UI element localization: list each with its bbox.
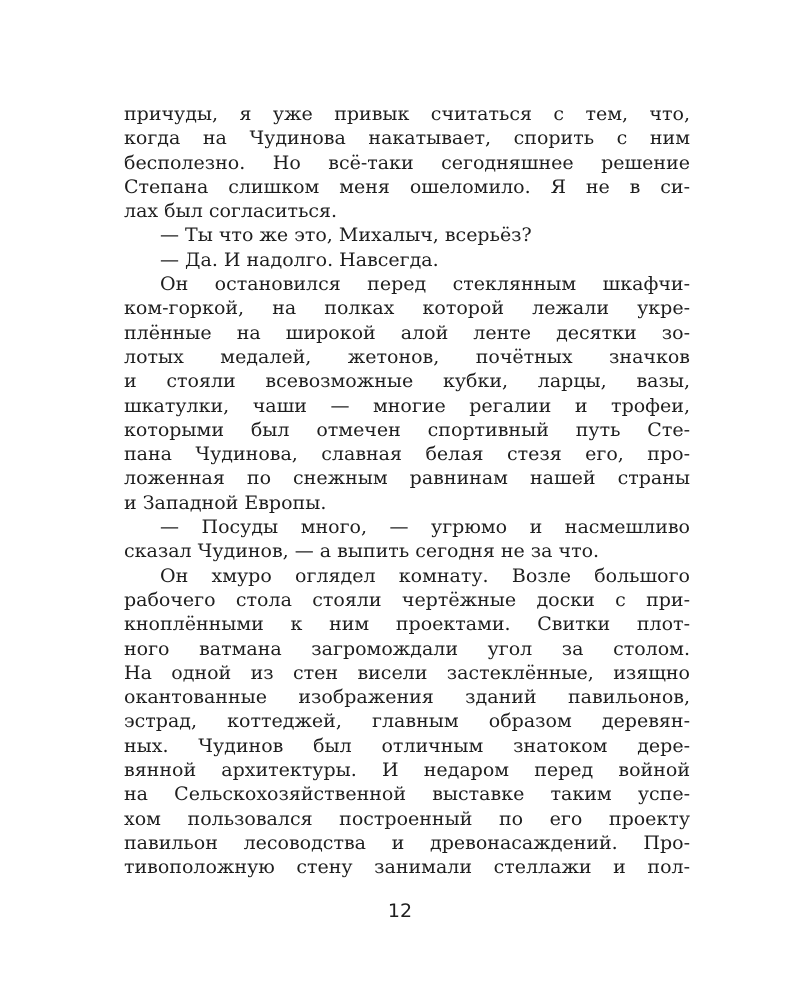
text-line: Он остановился перед стеклянным шкафчи-	[160, 273, 690, 296]
text-line: рабочего стола стояли чертёжные доски с при-	[124, 588, 690, 611]
text-line: лотых медалей, жетонов, почётных значков	[124, 345, 690, 368]
text-line: ложенная по снежным равнинам нашей страны	[124, 467, 690, 490]
text-line: окантованные изображения зданий павильонов,	[124, 686, 690, 709]
text-line: причуды, я уже привык считаться с тем, что,	[124, 103, 690, 125]
dialogue-line: сказал Чудинов, — а выпить сегодня не за что.	[124, 540, 600, 563]
text-line: шкатулки, чаши — многие регалии и трофеи,	[124, 394, 690, 417]
text-line: На одной из стен висели застеклённые, изящно	[124, 661, 690, 684]
dialogue-line: — Да. И надолго. Навсегда.	[160, 248, 439, 271]
text-line: кноплёнными к ним проектами. Свитки плот-	[124, 613, 690, 636]
text-line: Он хмуро оглядел комнату. Возле большого	[160, 564, 690, 587]
text-line: эстрад, коттеджей, главным образом деревян-	[124, 710, 690, 733]
text-line: вянной архитектуры. И недаром перед войной	[124, 759, 690, 782]
text-line: ного ватмана загромождали угол за столом.	[124, 637, 690, 660]
text-line: которыми был отмечен спортивный путь Сте-	[124, 418, 690, 441]
text-line: плённые на широкой алой ленте десятки зо-	[124, 321, 690, 344]
text-line: на Сельскохозяйственной выставке таким успе-	[124, 783, 690, 806]
text-line: ком-горкой, на полках которой лежали укре-	[124, 297, 690, 320]
text-line: лах был согласиться.	[124, 200, 338, 223]
text-line: пана Чудинова, славная белая стезя его, про-	[124, 443, 690, 466]
body-text	[124, 102, 690, 880]
text-line: Степана слишком меня ошеломило. Я не в си-	[124, 175, 690, 198]
text-line: когда на Чудинова накатывает, спорить с ним	[124, 127, 690, 150]
text-line: тивоположную стену занимали стеллажи и пол-	[124, 856, 690, 879]
page-number: 12	[387, 900, 413, 922]
dialogue-line: — Посуды много, — угрюмо и насмешливо	[160, 516, 690, 539]
text-line: и Западной Европы.	[124, 491, 327, 514]
dialogue-line: — Ты что же это, Михалыч, всерьёз?	[160, 224, 532, 247]
text-line: павильон лесоводства и древонасаждений. Про-	[124, 831, 690, 854]
text-line: ных. Чудинов был отличным знатоком дере-	[124, 734, 690, 757]
text-line: и стояли всевозможные кубки, ларцы, вазы,	[124, 370, 690, 393]
text-line: бесполезно. Но всё-таки сегодняшнее решение	[124, 151, 690, 174]
text-line: хом пользовался построенный по его проекту	[124, 807, 690, 830]
